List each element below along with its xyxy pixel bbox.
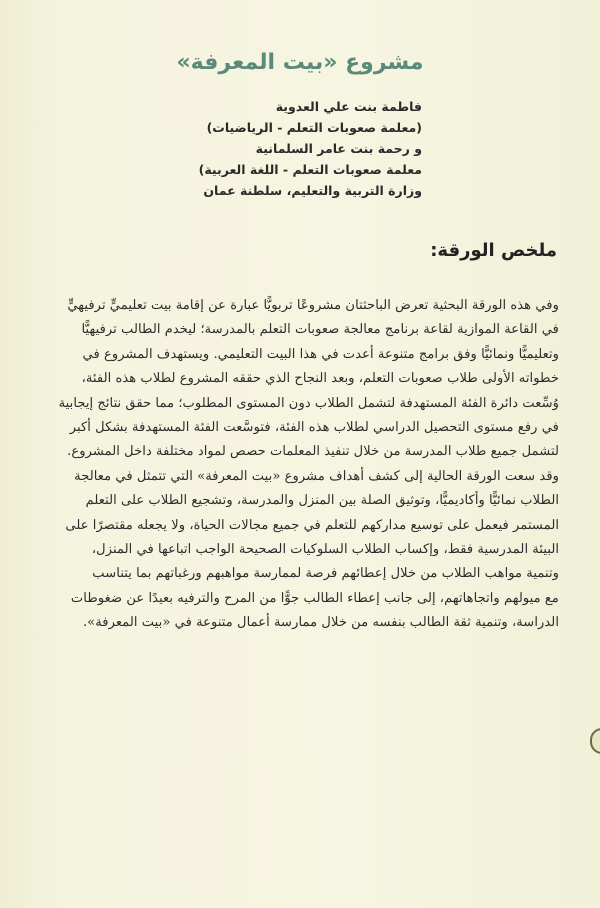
abstract-body	[53, 294, 559, 636]
abstract-line: الطلاب نمائيًّا وأكاديميًّا، وتوثيق الصلة بين المنزل والمدرسة، وتشجيع الطلاب على التعلم	[85, 493, 559, 509]
author-line: معلمة صعوبات التعلم - اللغة العربية)	[198, 162, 422, 177]
abstract-line: وتعليميًّا ونمائيًّا وفق برامج متنوعة أعدت في هذا البيت التعليمي. ويستهدف المشروع في	[82, 346, 559, 362]
abstract-line: في القاعة الموازية لقاعة برنامج معالجة صعوبات التعلم بالمدرسة؛ ليخدم الطالب ترفيهيًّا	[81, 322, 559, 338]
page-title: مشروع «بيت المعرفة»	[176, 50, 424, 75]
author-line: (معلمة صعوبات التعلم - الرياضيات)	[206, 120, 422, 135]
abstract-line: في رفع مستوى التحصيل الدراسي لطلاب هذه الفئة، فتوسَّعت الفئة المستهدفة بشكل أكبر	[69, 420, 559, 436]
abstract-line: وفي هذه الورقة البحثية تعرض الباحثتان مشروعًا تربويًّا عبارة عن إقامة بيت تعليميٍّ ترفيهيٍّ	[67, 298, 559, 313]
abstract-line: وقد سعت الورقة الحالية إلى كشف أهداف مشروع «بيت المعرفة» التي تتمثل في معالجة	[74, 468, 559, 484]
author-line: و رحمة بنت عامر السلمانية	[255, 141, 422, 156]
abstract-heading: ملخص الورقة:	[430, 240, 557, 261]
abstract-line: وُسِّعت دائرة الفئة المستهدفة لتشمل الطلاب دون المستوى المطلوب؛ مما حقق نتائج إيجابية	[58, 395, 559, 411]
abstract-line: الدراسة، وتنمية ثقة الطالب بنفسه من خلال ممارسة أعمال متنوعة في «بيت المعرفة».	[82, 615, 559, 631]
abstract-line: لتشمل جميع طلاب المدرسة من خلال تنفيذ المعلمات حصص لمواد مختلفة داخل المشروع.	[67, 444, 559, 460]
abstract-line: المستمر فيعمل على توسيع مداركهم للتعلم في جميع مجالات الحياة، ولا يجعله مقتصرًا على	[65, 517, 559, 533]
author-line: وزارة التربية والتعليم، سلطنة عمان	[203, 183, 422, 198]
authors-block	[190, 96, 422, 201]
author-line: فاطمة بنت علي العدوية	[275, 99, 422, 114]
abstract-line: البيئة المدرسية فقط، وإكساب الطلاب السلوكيات الصحيحة الواجب اتباعها في المنزل،	[91, 542, 559, 558]
page-edge-tab-icon	[590, 728, 600, 754]
abstract-line: وتنمية مواهب الطلاب من خلال إعطائهم فرصة لممارسة مواهبهم ورغباتهم بما يتناسب	[92, 566, 559, 582]
abstract-line: خطواته الأولى طلاب صعوبات التعلم، وبعد النجاح الذي حققه المشروع لطلاب هذه الفئة،	[81, 371, 559, 387]
abstract-line: مع ميولهم واتجاهاتهم، إلى جانب إعطاء الطالب جوًّا من المرح والترفيه بعيدًا عن ضغوطات	[70, 590, 559, 606]
